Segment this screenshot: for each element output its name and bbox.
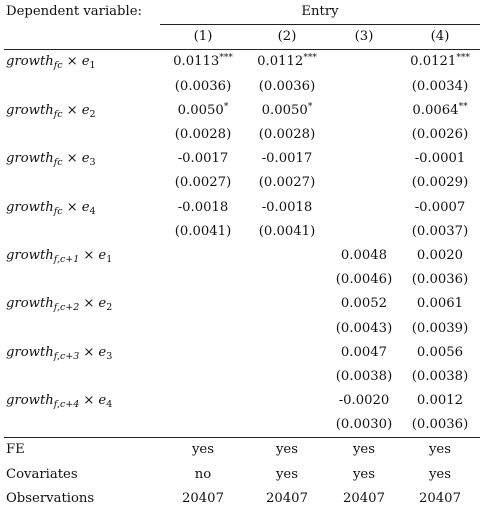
interaction-subscript: 1 — [89, 60, 96, 72]
standard-error-row — [4, 171, 480, 195]
coefficient-value: -0.0018 — [177, 199, 229, 215]
standard-error-cell — [328, 123, 400, 147]
standard-error-cell: (0.0038) — [411, 368, 469, 384]
blank-label-cell — [4, 316, 160, 340]
standard-error-cell — [246, 268, 328, 292]
coefficient-cell — [400, 147, 480, 171]
significance-stars: *** — [456, 53, 470, 64]
standard-error-cell — [328, 171, 400, 195]
coefficient-value: 0.0113 — [173, 54, 220, 70]
variable-label — [4, 389, 160, 413]
variable-subscript: fc — [53, 157, 63, 169]
variable-subscript: f,c+4 — [53, 399, 80, 411]
footer-label: Covariates — [6, 466, 78, 482]
header-blank-cell — [4, 25, 160, 50]
column-header-2: (2) — [277, 29, 297, 45]
standard-error-cell: (0.0036) — [411, 417, 469, 433]
footer-value: 20407 — [419, 490, 461, 506]
coefficient-value: 0.0061 — [416, 296, 464, 312]
standard-error-cell: (0.0030) — [335, 417, 393, 433]
coefficient-value: -0.0007 — [414, 199, 466, 215]
variable-label — [4, 196, 160, 220]
group-label-entry: Entry — [160, 0, 480, 25]
coefficient-cell — [160, 244, 246, 268]
significance-stars: * — [307, 101, 313, 112]
standard-error-cell: (0.0027) — [174, 175, 232, 191]
footer-value: no — [194, 466, 212, 482]
coefficient-value: -0.0017 — [177, 151, 229, 167]
significance-stars: *** — [303, 53, 317, 64]
variable-label — [4, 341, 160, 365]
variable-name: growth — [6, 54, 54, 70]
standard-error-cell: (0.0028) — [258, 127, 316, 143]
coefficient-cell — [246, 99, 328, 123]
footer-label: Observations — [6, 490, 95, 506]
footer-value: yes — [428, 466, 452, 482]
interaction-subscript: 3 — [106, 350, 113, 362]
blank-label-cell — [4, 123, 160, 147]
coefficient-cell — [400, 50, 480, 75]
variable-label — [4, 50, 160, 75]
footer-value: 20407 — [343, 490, 385, 506]
coefficient-value: 0.0052 — [340, 296, 388, 312]
interaction-variable: e — [98, 393, 107, 409]
times-symbol: × — [66, 151, 78, 167]
interaction-variable: e — [81, 151, 90, 167]
coefficient-row — [4, 244, 480, 268]
coefficient-row — [4, 99, 480, 123]
interaction-variable: e — [98, 344, 107, 360]
interaction-variable: e — [98, 247, 107, 263]
significance-stars: *** — [219, 53, 233, 64]
coefficient-cell — [328, 196, 400, 220]
variable-subscript: f,c+3 — [53, 350, 80, 362]
times-symbol: × — [83, 344, 95, 360]
interaction-subscript: 2 — [106, 302, 113, 314]
coefficient-cell — [328, 292, 400, 316]
interaction-subscript: 1 — [106, 253, 113, 265]
standard-error-row — [4, 365, 480, 389]
coefficient-cell — [328, 50, 400, 75]
footer-row — [4, 463, 480, 487]
coefficient-cell — [246, 50, 328, 75]
standard-error-cell: (0.0038) — [335, 368, 393, 384]
footer-value: yes — [328, 438, 400, 463]
variable-name: growth — [6, 393, 54, 409]
interaction-variable: e — [81, 102, 90, 118]
coefficient-cell — [160, 389, 246, 413]
coefficient-cell — [328, 147, 400, 171]
standard-error-cell — [160, 316, 246, 340]
standard-error-cell: (0.0027) — [258, 175, 316, 191]
coefficient-cell — [328, 389, 400, 413]
coefficient-row — [4, 389, 480, 413]
coefficient-value: 0.0050 — [177, 102, 224, 118]
standard-error-cell — [246, 365, 328, 389]
variable-subscript: fc — [53, 205, 63, 217]
variable-label — [4, 99, 160, 123]
coefficient-cell — [400, 99, 480, 123]
footer-label: FE — [4, 438, 160, 463]
footer-value: yes — [400, 438, 480, 463]
coefficient-cell — [246, 389, 328, 413]
standard-error-cell: (0.0036) — [411, 272, 469, 288]
standard-error-cell: (0.0026) — [411, 127, 469, 143]
coefficient-value: 0.0056 — [416, 344, 464, 360]
standard-error-row — [4, 75, 480, 99]
interaction-variable: e — [98, 296, 107, 312]
variable-label — [4, 292, 160, 316]
footer-value: 20407 — [266, 490, 308, 506]
standard-error-cell: (0.0029) — [411, 175, 469, 191]
variable-subscript: fc — [53, 60, 63, 72]
footer-value: yes — [160, 438, 246, 463]
times-symbol: × — [83, 296, 95, 312]
coefficient-value: 0.0020 — [416, 247, 464, 263]
coefficient-cell — [160, 196, 246, 220]
column-header-3: (3) — [354, 29, 374, 45]
interaction-subscript: 4 — [89, 205, 96, 217]
times-symbol: × — [83, 393, 95, 409]
coefficient-row — [4, 292, 480, 316]
variable-name: growth — [6, 199, 54, 215]
footer-row — [4, 487, 480, 511]
coefficient-cell — [246, 292, 328, 316]
coefficient-cell — [328, 99, 400, 123]
coefficient-value: 0.0112 — [257, 54, 304, 70]
variable-name: growth — [6, 151, 54, 167]
times-symbol: × — [66, 102, 78, 118]
variable-name: growth — [6, 247, 54, 263]
coefficient-value: -0.0020 — [338, 393, 390, 409]
footer-value: yes — [275, 466, 299, 482]
coefficient-cell — [246, 341, 328, 365]
coefficient-cell — [246, 244, 328, 268]
coefficient-value: 0.0048 — [340, 247, 388, 263]
standard-error-row — [4, 123, 480, 147]
standard-error-cell: (0.0034) — [411, 78, 469, 94]
standard-error-cell — [328, 75, 400, 99]
coefficient-value: 0.0012 — [416, 393, 464, 409]
standard-error-cell: (0.0028) — [174, 127, 232, 143]
interaction-variable: e — [81, 199, 90, 215]
variable-subscript: f,c+2 — [53, 302, 80, 314]
column-header-1: (1) — [193, 29, 213, 45]
coefficient-cell — [160, 292, 246, 316]
variable-name: growth — [6, 102, 54, 118]
standard-error-cell: (0.0039) — [411, 320, 469, 336]
blank-label-cell — [4, 171, 160, 195]
blank-label-cell — [4, 413, 160, 438]
coefficient-value: 0.0047 — [340, 344, 388, 360]
significance-stars: ** — [458, 101, 468, 112]
times-symbol: × — [66, 199, 78, 215]
footer-row — [4, 438, 480, 463]
footer-value: yes — [352, 466, 376, 482]
standard-error-cell — [246, 316, 328, 340]
coefficient-cell — [400, 196, 480, 220]
blank-label-cell — [4, 220, 160, 244]
standard-error-cell — [246, 413, 328, 438]
header-row-group — [4, 0, 480, 25]
significance-stars: * — [223, 101, 229, 112]
regression-table — [4, 0, 480, 511]
header-row-columns — [4, 25, 480, 50]
interaction-variable: e — [81, 54, 90, 70]
standard-error-cell — [160, 365, 246, 389]
times-symbol: × — [66, 54, 78, 70]
standard-error-cell: (0.0036) — [258, 78, 316, 94]
standard-error-cell: (0.0043) — [335, 320, 393, 336]
coefficient-value: -0.0017 — [261, 151, 313, 167]
coefficient-row — [4, 341, 480, 365]
coefficient-cell — [160, 341, 246, 365]
variable-subscript: fc — [53, 108, 63, 120]
standard-error-cell — [328, 220, 400, 244]
coefficient-value: -0.0001 — [414, 151, 466, 167]
coefficient-cell — [328, 244, 400, 268]
coefficient-cell — [400, 244, 480, 268]
coefficient-cell — [246, 147, 328, 171]
standard-error-row — [4, 413, 480, 438]
coefficient-cell — [400, 292, 480, 316]
coefficient-value: 0.0064 — [412, 102, 459, 118]
standard-error-row — [4, 268, 480, 292]
coefficient-row — [4, 196, 480, 220]
coefficient-cell — [328, 341, 400, 365]
coefficient-cell — [160, 99, 246, 123]
coefficient-row — [4, 50, 480, 75]
coefficient-value: 0.0121 — [410, 54, 457, 70]
variable-subscript: f,c+1 — [53, 253, 80, 265]
column-header-4: (4) — [430, 29, 450, 45]
interaction-subscript: 2 — [89, 108, 96, 120]
standard-error-cell: (0.0041) — [258, 223, 316, 239]
standard-error-cell — [160, 413, 246, 438]
footer-value: yes — [246, 438, 328, 463]
dependent-variable-label: Dependent variable: — [6, 4, 142, 20]
coefficient-value: 0.0050 — [261, 102, 308, 118]
coefficient-cell — [400, 341, 480, 365]
standard-error-cell: (0.0041) — [174, 223, 232, 239]
coefficient-cell — [246, 196, 328, 220]
standard-error-cell — [160, 268, 246, 292]
footer-value: 20407 — [182, 490, 224, 506]
coefficient-cell — [160, 50, 246, 75]
standard-error-cell: (0.0037) — [411, 223, 469, 239]
variable-label — [4, 244, 160, 268]
blank-label-cell — [4, 268, 160, 292]
standard-error-row — [4, 316, 480, 340]
standard-error-row — [4, 220, 480, 244]
variable-label — [4, 147, 160, 171]
times-symbol: × — [83, 247, 95, 263]
blank-label-cell — [4, 75, 160, 99]
variable-name: growth — [6, 344, 54, 360]
interaction-subscript: 3 — [89, 157, 96, 169]
coefficient-row — [4, 147, 480, 171]
blank-label-cell — [4, 365, 160, 389]
coefficient-value: -0.0018 — [261, 199, 313, 215]
coefficient-cell — [400, 389, 480, 413]
variable-name: growth — [6, 296, 54, 312]
standard-error-cell: (0.0036) — [174, 78, 232, 94]
coefficient-cell — [160, 147, 246, 171]
interaction-subscript: 4 — [106, 399, 113, 411]
standard-error-cell: (0.0046) — [335, 272, 393, 288]
